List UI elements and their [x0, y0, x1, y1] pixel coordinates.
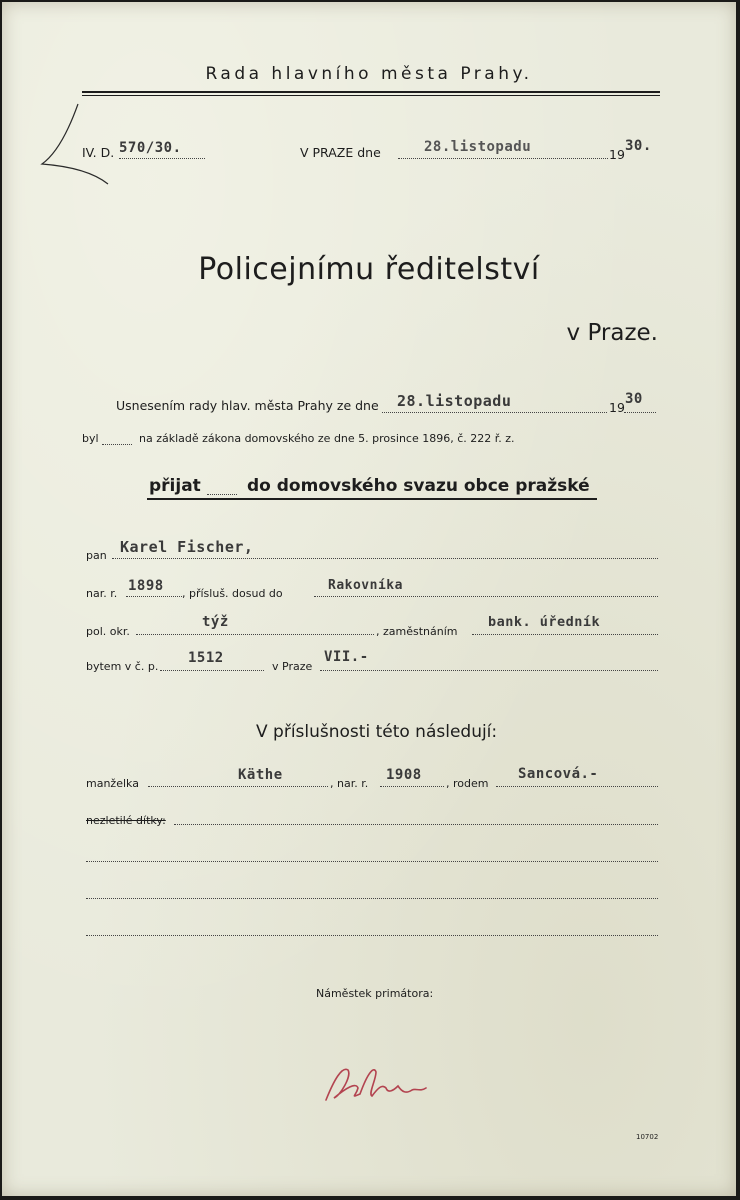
year-prefix: 19: [609, 147, 625, 162]
admission-rule: [147, 498, 597, 500]
residence-label: bytem v č. p.: [86, 660, 159, 673]
wife-born-dots: [380, 786, 444, 787]
person-born: 1898: [128, 578, 164, 594]
resolution-line2: na základě zákona domovského ze dne 5. prosince 1896, č. 222 ř. z.: [139, 432, 515, 445]
resolution-year-prefix: 19: [609, 400, 625, 415]
wife-maiden-dots: [496, 786, 658, 787]
resolution-year-dots: [624, 412, 656, 413]
children-dots-3: [86, 898, 658, 899]
ref-number: 570/30.: [119, 140, 182, 156]
date-dots: [398, 158, 608, 159]
document-page: [2, 2, 736, 1196]
name-dots: [112, 558, 658, 559]
wife-name-dots: [148, 786, 328, 787]
admission-text: do domovského svazu obce pražské: [247, 476, 590, 496]
occupation-label: , zaměstnáním: [376, 625, 458, 638]
signature: [320, 1058, 440, 1113]
deputy-label: Náměstek primátora:: [316, 987, 434, 1000]
prague-dots: [320, 670, 658, 671]
born-dots: [126, 596, 182, 597]
wife-maiden-label: , rodem: [446, 777, 489, 790]
admitted-dots: [207, 494, 237, 495]
ref-prefix: IV. D.: [82, 145, 115, 160]
resolution-line1: Usnesením rady hlav. města Prahy ze dne: [116, 398, 379, 413]
byl-label: byl: [82, 432, 99, 445]
council-header: Rada hlavního města Prahy.: [205, 64, 533, 84]
district-label: pol. okr.: [86, 625, 130, 638]
header-rule-bottom: [82, 95, 660, 96]
belongs-label: , přísluš. dosud do: [182, 587, 283, 600]
children-label: nezletilé dítky:: [86, 814, 166, 827]
addressee-city: v Praze.: [566, 320, 658, 346]
header-rule-top: [82, 91, 660, 93]
person-prague-district: VII.-: [324, 649, 369, 665]
person-district: týž: [202, 614, 229, 630]
byl-dots: [102, 444, 132, 445]
person-name: Karel Fischer,: [120, 538, 254, 556]
person-belongs: Rakovníka: [328, 578, 403, 593]
form-number: 10702: [636, 1133, 659, 1141]
born-label: nar. r.: [86, 587, 118, 600]
occupation-dots: [472, 634, 658, 635]
district-dots: [136, 634, 374, 635]
children-dots-4: [86, 935, 658, 936]
resolution-date: 28.listopadu: [397, 392, 512, 410]
resolution-year-suffix: 30: [625, 391, 643, 407]
prague-label: v Praze: [272, 660, 313, 673]
children-dots-1: [174, 824, 658, 825]
house-dots: [160, 670, 264, 671]
belongs-dots: [314, 596, 658, 597]
wife-maiden: Sancová.-: [518, 766, 599, 782]
children-dots-2: [86, 861, 658, 862]
wife-born: 1908: [386, 767, 422, 783]
person-house-no: 1512: [188, 650, 224, 666]
resolution-date-dots: [382, 412, 607, 413]
year-suffix: 30.: [625, 138, 652, 154]
header-date: 28.listopadu: [424, 139, 532, 155]
addressee-title: Policejnímu ředitelství: [198, 252, 540, 287]
ref-dots: [119, 158, 205, 159]
wife-name: Käthe: [238, 767, 283, 783]
place-label: V PRAZE dne: [300, 145, 381, 160]
followers-heading: V příslušnosti této následují:: [256, 722, 498, 742]
admitted-word: přijat: [149, 476, 201, 496]
pan-label: pan: [86, 549, 107, 562]
wife-born-label: , nar. r.: [330, 777, 369, 790]
person-occupation: bank. úředník: [488, 614, 601, 630]
wife-label: manželka: [86, 777, 139, 790]
